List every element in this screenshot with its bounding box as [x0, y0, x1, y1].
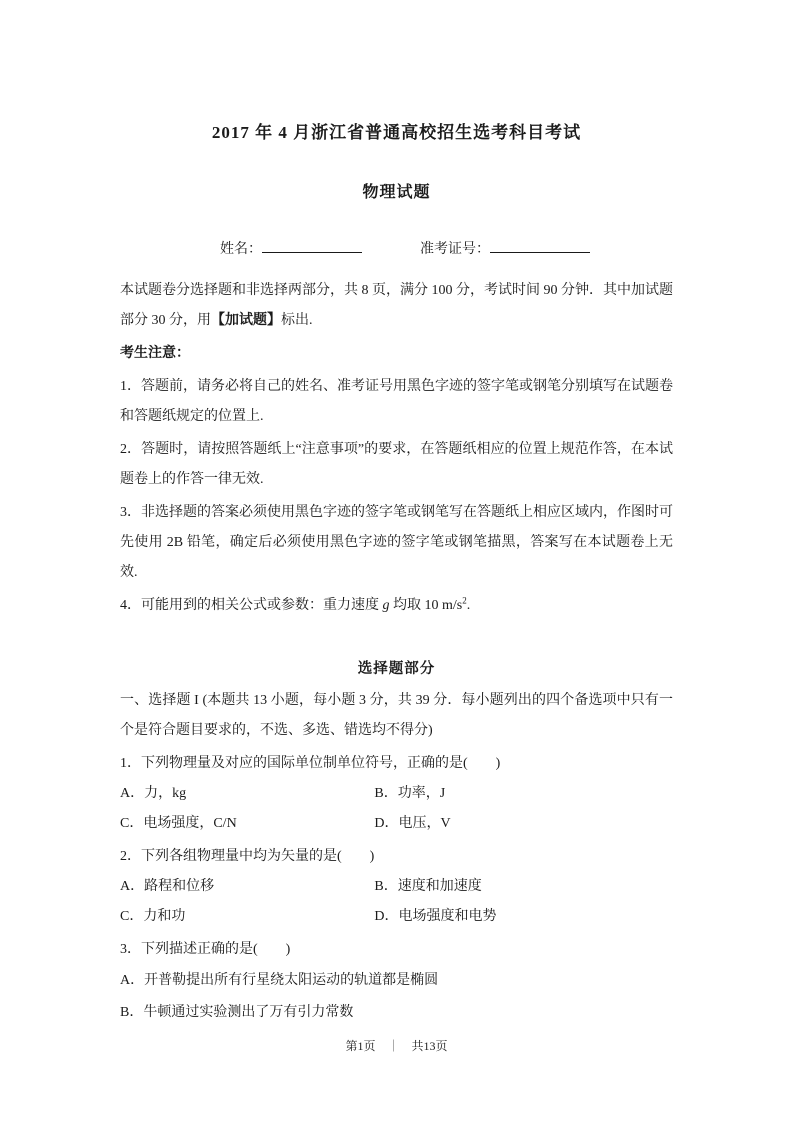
- question-1: [120, 749, 673, 839]
- question-2-option-d: D．电场强度和电势: [374, 909, 497, 924]
- notice-4-post: .: [466, 598, 471, 613]
- question-2-stem: 2．下列各组物理量中均为矢量的是( ): [120, 849, 375, 864]
- question-3: [120, 935, 673, 1029]
- footer-separator: ｜: [387, 1039, 400, 1053]
- name-label: 姓名：: [220, 242, 262, 257]
- exam-subtitle: 物理试题: [362, 184, 431, 201]
- name-blank: [262, 238, 362, 253]
- question-3-stem: 3．下列描述正确的是( ): [120, 942, 291, 957]
- question-1-options: [120, 779, 673, 839]
- question-1-option-b: B．功率，J: [374, 786, 446, 801]
- question-3-option-b: B．牛顿通过实验测出了万有引力常数: [120, 1005, 354, 1020]
- footer-page-number: 第1页: [345, 1039, 376, 1053]
- intro-paragraph: [120, 276, 673, 336]
- footer-total-pages: 共13页: [411, 1039, 448, 1053]
- question-1-option-d: D．电压，V: [374, 816, 451, 831]
- notice-item-3: 3．非选择题的答案必须使用黑色字迹的签字笔或钢笔写在答题纸上相应区域内，作图时可先使用 2B 铅笔，确定后必须使用黑色字迹的签字笔或钢笔描黑，答案写在本试题卷上无效.: [120, 505, 673, 580]
- notice-4-superscript: 2: [462, 595, 467, 606]
- question-2-option-a: A．路程和位移: [120, 879, 215, 894]
- gravity-symbol: g: [382, 598, 390, 613]
- intro-text-pre: 本试题卷分选择题和非选择两部分，共 8 页，满分 100 分，考试时间 90 分钟．其中加试题部分 30 分，用: [120, 283, 673, 328]
- question-1-stem: 1．下列物理量及对应的国际单位制单位符号，正确的是( ): [120, 756, 501, 771]
- exam-id-blank: [490, 238, 590, 253]
- page-footer: [0, 1037, 793, 1054]
- notice-4-pre: 4．可能用到的相关公式或参数：重力速度: [120, 598, 383, 613]
- question-2-options: [120, 872, 673, 932]
- notice-4-mid: 均取 10 m/s: [389, 598, 463, 613]
- notice-item-1: 1．答题前，请务必将自己的姓名、准考证号用黑色字迹的签字笔或钢笔分别填写在试题卷和答题纸规定的位置上.: [120, 379, 673, 424]
- question-2-option-c: C．力和功: [120, 909, 186, 924]
- section-heading: 选择题部分: [357, 661, 436, 677]
- question-2-option-b: B．速度和加速度: [374, 879, 482, 894]
- candidate-info-line: [120, 238, 673, 258]
- question-2: [120, 842, 673, 932]
- exam-title: 2017 年 4 月浙江省普通高校招生选考科目考试: [211, 123, 582, 142]
- intro-text-bold: 【加试题】: [211, 313, 281, 328]
- intro-text-post: 标出.: [281, 313, 313, 328]
- question-1-option-c: C．电场强度，C/N: [120, 816, 237, 831]
- exam-id-label: 准考证号：: [420, 242, 490, 257]
- notice-heading: 考生注意：: [120, 346, 190, 361]
- question-3-option-a: A．开普勒提出所有行星绕太阳运动的轨道都是椭圆: [120, 973, 439, 988]
- question-1-option-a: A．力，kg: [120, 786, 187, 801]
- notice-item-2: 2．答题时，请按照答题纸上“注意事项”的要求，在答题纸相应的位置上规范作答，在本试题卷上的作答一律无效.: [120, 442, 673, 487]
- part-one-intro: 一、选择题 I (本题共 13 小题，每小题 3 分，共 39 分．每小题列出的四个备选项中只有一个是符合题目要求的，不选、多选、错选均不得分): [120, 693, 673, 738]
- notice-item-4: [120, 591, 673, 621]
